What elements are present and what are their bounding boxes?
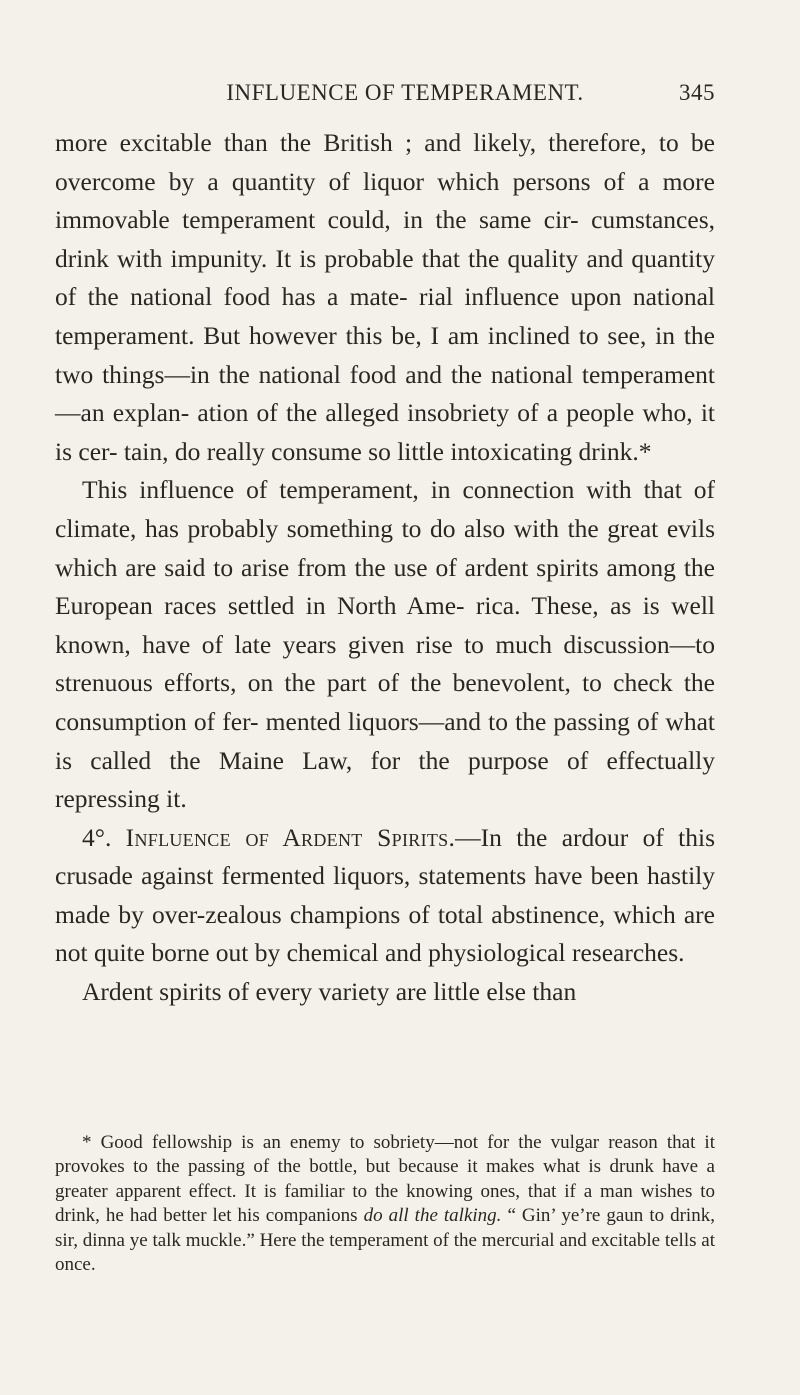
- page-number: 345: [679, 80, 715, 105]
- section-heading: Influence of Ardent Spirits.: [125, 822, 456, 852]
- paragraph-continued: more excitable than the British ; and likely, therefore, to be overcome by a quantity of liquor which persons of a more immovable temperament could, in the same cir- cumstances, drink with impunity. It is probable that the quality and quantity of the national food has a mate- rial influence upon national temperament. But however this be, I am inclined to see, in the two things—in the national food and the national temperament—an explan- ation of the alleged insobriety of a people who, it is cer- tain, do really consume so little intoxicating drink.*: [55, 128, 715, 466]
- footnote-part-1: * Good fellowship is an enemy to sobriety—not for the vulgar reason that it provokes to the passing of the bottle, but because it makes what is drunk have a greater apparent effect. It is familiar to the knowing ones, that if a man wishes to drink, he had better let his companions: [55, 1132, 715, 1227]
- running-head: [55, 80, 715, 114]
- section-number: 4°.: [82, 822, 112, 852]
- footnote: [55, 1131, 715, 1277]
- paragraph-ardent-spirits: Ardent spirits of every variety are little else than: [82, 977, 577, 1007]
- paragraph-section-4: [55, 819, 715, 973]
- footnote-part-2: “ Gin’ ye’re gaun to drink, sir, dinna ye talk muckle.” Here the temperament of the mercurial and excitable tells at once.: [55, 1205, 715, 1276]
- footnote-italic: do all the talking.: [363, 1205, 502, 1227]
- section-text: —In the ardour of this crusade against fermented liquors, statements have been hastily made by over-zealous champions of total abstinence, which are not quite borne out by chemical and physiological researches.: [55, 822, 715, 968]
- footnote-text: [55, 1131, 715, 1277]
- body-text: [55, 124, 715, 1012]
- running-title: INFLUENCE OF TEMPERAMENT.: [226, 80, 584, 105]
- paragraph-climate: This influence of temperament, in connection with that of climate, has probably something to do also with the great evils which are said to arise from the use of ardent spirits among the European races settled in North Ame- rica. These, as is well known, have of late years given rise to much discussion—to strenuous efforts, on the part of the benevolent, to check the consumption of fer- mented liquors—and to the passing of what is called the Maine Law, for the purpose of effectually repressing it.: [55, 475, 715, 814]
